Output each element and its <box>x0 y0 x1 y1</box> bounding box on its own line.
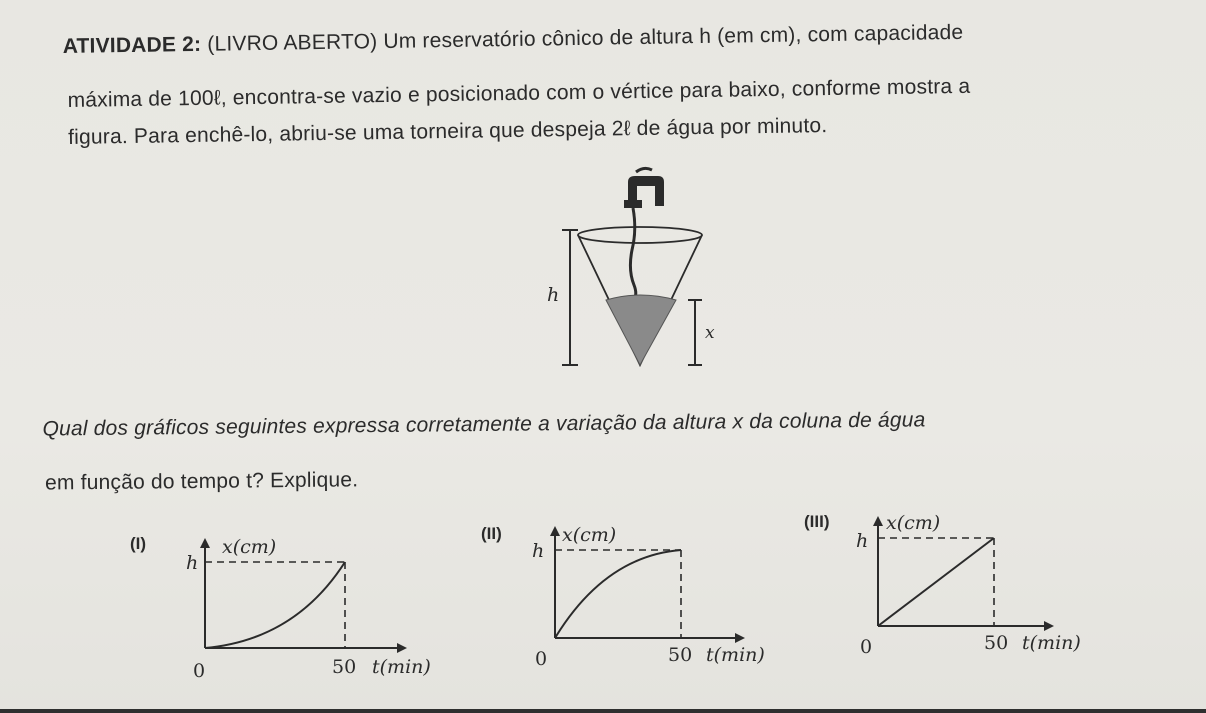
graph-2-y-axis-label: x(cm) <box>562 524 617 546</box>
graph-1-curve <box>205 562 345 648</box>
faucet-icon <box>624 168 664 208</box>
graph-3-x-tick: 50 <box>984 632 1009 654</box>
graph-3-y-axis-label: x(cm) <box>886 512 941 534</box>
question-line-1: Qual dos gráficos seguintes expressa corretamente a variação da altura x da coluna de água <box>42 408 926 441</box>
cone-water-label: x <box>705 323 715 343</box>
graph-3-marker: (III) <box>804 512 830 531</box>
water-stream <box>630 208 635 302</box>
graph-3-curve <box>878 538 994 626</box>
graph-1-x-tick: 50 <box>332 656 357 678</box>
activity-line-1 <box>63 21 964 59</box>
graph-2-marker: (II) <box>481 524 502 543</box>
activity-line-2: máxima de 100ℓ, encontra-se vazio e posicionado com o vértice para baixo, conforme mostra a <box>67 74 971 112</box>
graph-1-y-tick: h <box>186 552 199 574</box>
question-line-2: em função do tempo t? Explique. <box>44 468 359 495</box>
graph-2-origin: 0 <box>535 648 548 670</box>
cone-height-label: h <box>547 284 560 306</box>
activity-title: ATIVIDADE 2: <box>62 32 202 59</box>
graph-3-y-tick: h <box>856 530 869 552</box>
cone-rim <box>578 227 702 243</box>
graph-1-origin: 0 <box>193 660 206 682</box>
activity-line-3: figura. Para enchê-lo, abriu-se uma torneira que despeja 2ℓ de água por minuto. <box>67 114 828 149</box>
cone-figure <box>540 160 760 380</box>
height-bracket <box>562 230 578 365</box>
graph-1-marker: (I) <box>130 534 147 553</box>
page-bottom-edge <box>0 709 1206 713</box>
graph-1-y-axis-label: x(cm) <box>222 536 277 558</box>
graph-2-x-tick: 50 <box>668 644 693 666</box>
water-height-bracket <box>688 300 702 365</box>
graph-3-origin: 0 <box>860 636 873 658</box>
graph-2-curve <box>555 550 681 638</box>
graph-2-x-axis-label: t(min) <box>706 644 765 666</box>
graph-3-x-axis-label: t(min) <box>1022 632 1081 654</box>
water-volume <box>606 295 676 365</box>
activity-line-1-text: (LIVRO ABERTO) Um reservatório cônico de altura h (em cm), com capacidade <box>201 20 964 56</box>
graph-1-x-axis-label: t(min) <box>372 656 431 678</box>
graph-2-y-tick: h <box>532 540 545 562</box>
